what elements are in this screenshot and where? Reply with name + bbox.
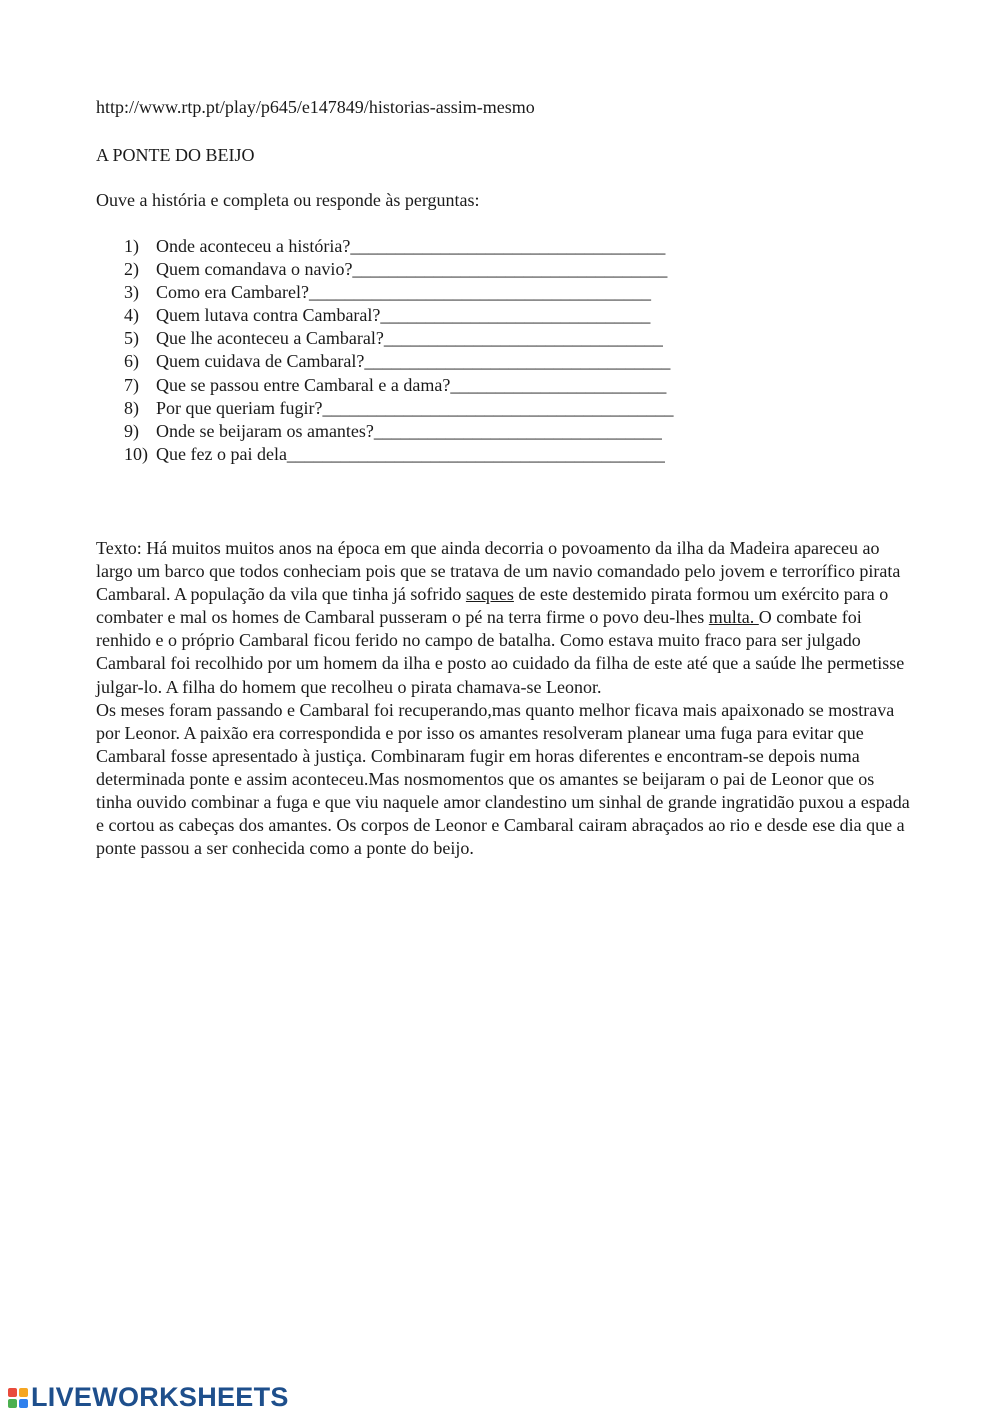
page-title: A PONTE DO BEIJO: [96, 145, 255, 165]
logo-square-icon: [19, 1388, 28, 1397]
question-number: 3): [124, 282, 139, 303]
logo-grid-icon: [8, 1388, 28, 1408]
question-text[interactable]: Onde se beijaram os amantes?________________________________: [156, 420, 662, 441]
logo-square-icon: [8, 1399, 17, 1408]
question-number: 5): [124, 328, 139, 349]
question-number: 4): [124, 305, 139, 326]
question-number: 9): [124, 420, 139, 441]
underlined-word-multa: multa.: [708, 607, 759, 628]
underlined-word-saques: saques: [465, 584, 514, 605]
question-item: [124, 258, 673, 281]
source-url[interactable]: http://www.rtp.pt/play/p645/e147849/historias-assim-mesmo: [96, 97, 535, 117]
question-number: 1): [124, 236, 139, 256]
story-text-segment: Texto: Há muitos muitos anos na época em que ainda decorria o povoamento da ilha da Madeira apareceu ao largo um barco que todos conheciam pois que se tratava de um navio comandado pelo jovem e terrorífico pirata Cambaral. A população da vila que tinha já sofrido: [96, 538, 901, 605]
question-text[interactable]: Que se passou entre Cambaral e a dama?________________________: [156, 374, 667, 395]
question-text[interactable]: Por que queriam fugir?_______________________________________: [156, 397, 674, 418]
logo-square-icon: [19, 1399, 28, 1408]
question-text[interactable]: Como era Cambarel?______________________________________: [156, 282, 651, 303]
question-item: [124, 443, 673, 466]
question-list: [124, 235, 673, 466]
question-text[interactable]: Que fez o pai dela__________________________________________: [156, 443, 665, 464]
question-number: 2): [124, 259, 139, 280]
question-item: [124, 327, 673, 350]
story-paragraph-1: [96, 537, 911, 699]
question-text[interactable]: Onde aconteceu a história?___________________________________: [156, 236, 666, 256]
question-item: [124, 304, 673, 327]
question-item: [124, 420, 673, 443]
logo-square-icon: [8, 1388, 17, 1397]
question-text[interactable]: Quem lutava contra Cambaral?______________________________: [156, 305, 651, 326]
brand-name: LIVEWORKSHEETS: [31, 1382, 289, 1412]
question-item: [124, 374, 673, 397]
question-item: [124, 397, 673, 420]
question-number: 8): [124, 397, 139, 418]
question-number: 10): [124, 443, 148, 464]
question-text[interactable]: Quem comandava o navio?___________________________________: [156, 259, 668, 280]
story-text-segment: O combate foi renhido e o próprio Cambaral ficou ferido no campo de batalha. Como estava muito fraco para ser julgado Cambaral foi recolhido por um homem da ilha e posto ao cuidado da filha de este até que a saúde lhe permetisse julgar-lo. A filha do homem que recolheu o pirata chamava-se Leonor.: [96, 607, 905, 697]
question-text[interactable]: Que lhe aconteceu a Cambaral?_______________________________: [156, 328, 663, 349]
story-paragraph-2: Os meses foram passando e Cambaral foi recuperando,mas quanto melhor ficava mais apaixonado se mostrava por Leonor. A paixão era correspondida e por isso os amantes resolveram planear uma fuga para evitar que Cambaral fosse apresentado à justiça. Combinaram fugir em horas diferentes e encontram-se depois numa determinada ponte e assim aconteceu.Mas nosmomentos que os amantes se beijaram o pai de Leonor que os tinha ouvido combinar a fuga e que viu naquele amor clandestino um sinhal de grande ingratidão puxou a espada e cortou as cabeças dos amantes. Os corpos de Leonor e Cambaral cairam abraçados ao rio e desde ese dia que a ponte passou a ser conhecida como a ponte do beijo.: [96, 699, 910, 859]
question-item: [124, 235, 673, 258]
question-item: [124, 281, 673, 304]
instructions: Ouve a história e completa ou responde às perguntas:: [96, 190, 480, 210]
question-item: [124, 350, 673, 373]
story-text-segment: de este destemido pirata formou um exército para o combater e mal os homes de Cambaral pusseram o pé na terra firme o povo deu-lhes: [96, 584, 889, 628]
question-number: 6): [124, 351, 139, 372]
story-text: [96, 537, 911, 860]
question-text[interactable]: Quem cuidava de Cambaral?__________________________________: [156, 351, 671, 372]
question-number: 7): [124, 374, 139, 395]
liveworksheets-logo[interactable]: [8, 1382, 289, 1413]
